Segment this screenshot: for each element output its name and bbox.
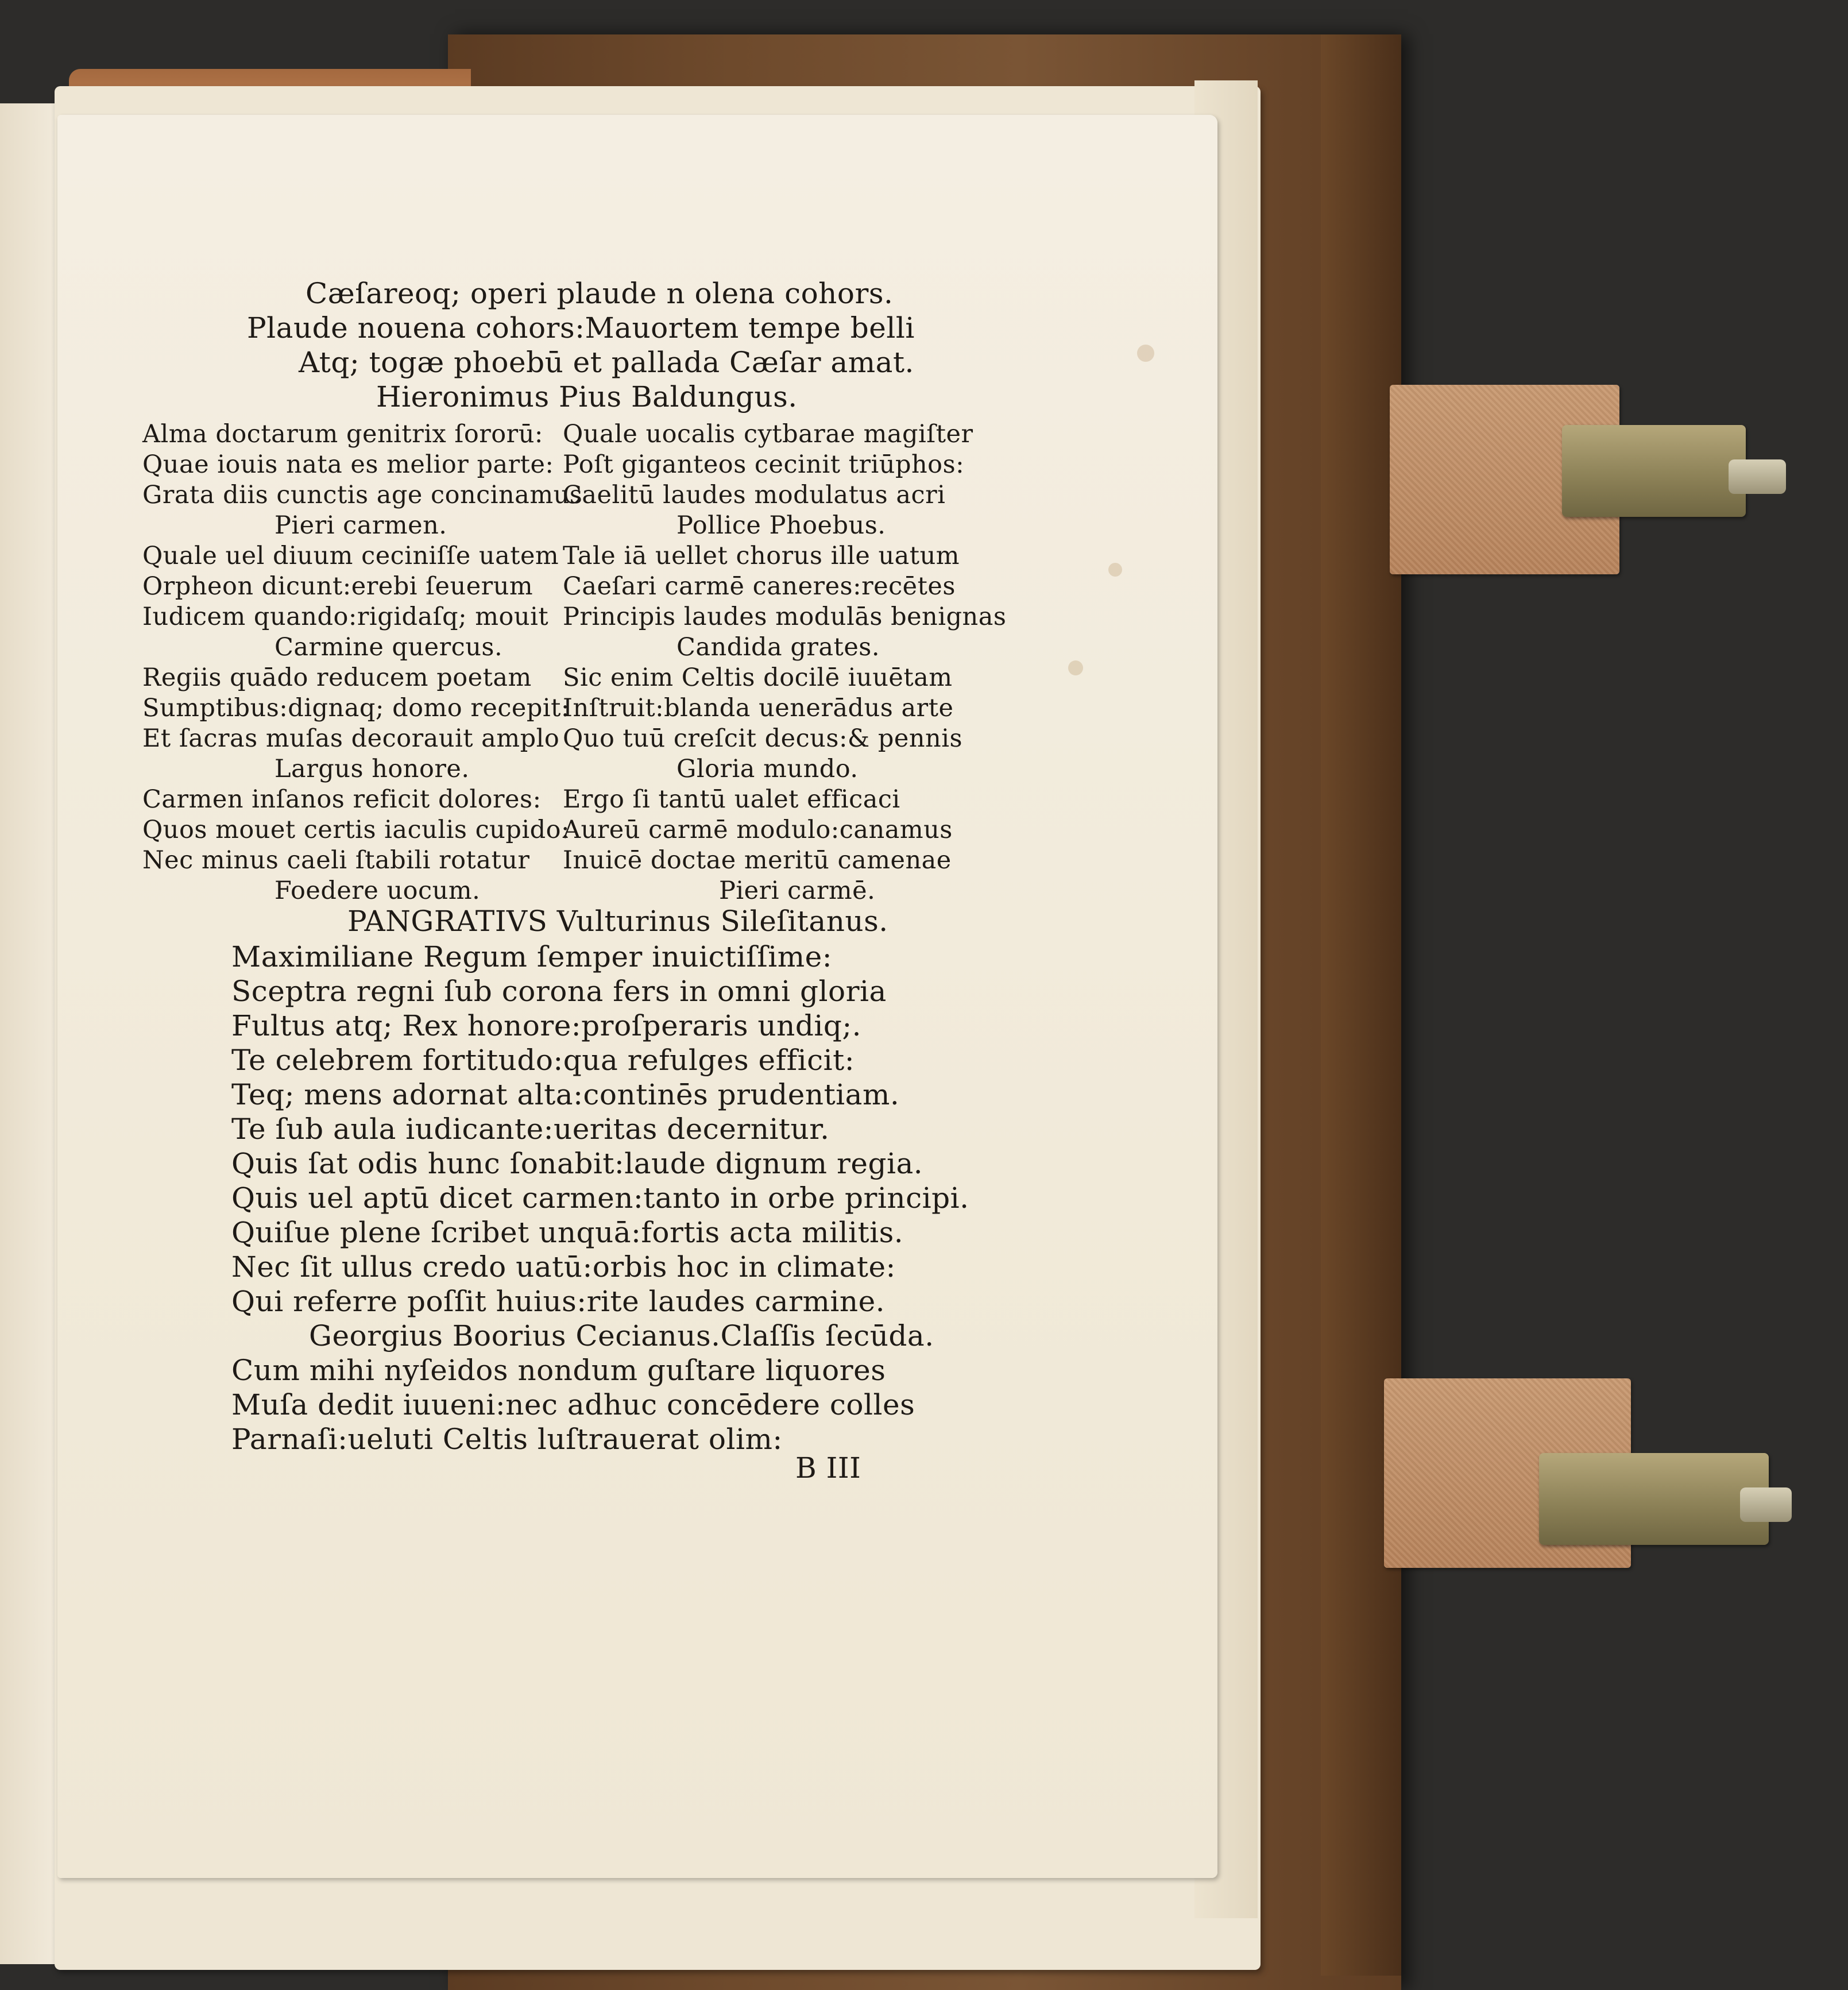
right-column-line: Caelitū laudes modulatus acri bbox=[563, 481, 946, 509]
left-column-line: Foedere uocum. bbox=[275, 876, 481, 905]
section-heading: PANGRATIVS Vulturinus Sileſitanus. bbox=[347, 905, 888, 938]
verse-line: Quis uel aptū dicet carmen:tanto in orbe principi. bbox=[231, 1181, 969, 1215]
left-column-line: Quos mouet certis iaculis cupido: bbox=[142, 816, 570, 844]
verse-line: Muſa dedit iuueni:nec adhuc concēdere colles bbox=[231, 1388, 915, 1421]
left-column-line: Pieri carmen. bbox=[275, 511, 447, 540]
left-column-line: Iudicem quando:rigidaſq; mouit bbox=[142, 602, 549, 631]
verse-line: Cum mihi nyſeidos nondum guſtare liquores bbox=[231, 1354, 886, 1387]
verse-line: Maximiliane Regum ſemper inuictiſſime: bbox=[231, 940, 833, 973]
verse-line: Nec ſit ullus credo uatū:orbis hoc in climate: bbox=[231, 1250, 896, 1284]
foxing-spot bbox=[1068, 660, 1083, 675]
verse-line: Teq; mens adornat alta:continēs prudentiam. bbox=[231, 1078, 900, 1111]
verse-line: Qui referre poſſit huius:rite laudes carmine. bbox=[231, 1285, 886, 1318]
left-column-line: Quale uel diuum ceciniſſe uatem bbox=[142, 542, 559, 570]
verse-line: Parnaſi:ueluti Celtis luſtrauerat olim: bbox=[231, 1423, 783, 1456]
section-heading: Georgius Boorius Cecianus.Claſſis ſecūda. bbox=[309, 1319, 934, 1353]
left-column-line: Carmine quercus. bbox=[275, 633, 503, 662]
left-column-line: Carmen inſanos reficit dolores: bbox=[142, 785, 542, 814]
left-column-line: Regiis quādo reducem poetam bbox=[142, 663, 532, 692]
left-column-line: Quae iouis nata es melior parte: bbox=[142, 450, 554, 479]
verse-line: Quiſue plene ſcribet unquā:fortis acta militis. bbox=[231, 1216, 904, 1249]
header-line: Hieronimus Pius Baldungus. bbox=[376, 380, 798, 414]
clasp-tip-bottom bbox=[1740, 1487, 1792, 1522]
right-column-line: Aureū carmē modulo:canamus bbox=[563, 816, 953, 844]
right-column-line: Poſt giganteos cecinit triūphos: bbox=[563, 450, 965, 479]
clasp-tip-top bbox=[1729, 459, 1786, 494]
right-column-line: Pollice Phoebus. bbox=[676, 511, 886, 540]
clasp-metal-top bbox=[1562, 425, 1746, 517]
header-line: Cæſareoq; operi plaude n olena cohors. bbox=[306, 277, 894, 310]
right-column-line: Caeſari carmē caneres:recētes bbox=[563, 572, 956, 601]
right-column-line: Principis laudes modulās benignas bbox=[563, 602, 1007, 631]
right-column-line: Quale uocalis cytbarae magiſter bbox=[563, 420, 973, 449]
signature-mark: B III bbox=[795, 1451, 861, 1485]
left-column-line: Largus honore. bbox=[275, 755, 470, 783]
left-column-line: Alma doctarum genitrix ſororū: bbox=[142, 420, 543, 449]
foxing-spot bbox=[1137, 345, 1154, 362]
right-column-line: Candida grates. bbox=[676, 633, 880, 662]
left-column-line: Et ſacras muſas decorauit amplo bbox=[142, 724, 560, 753]
verse-line: Fultus atq; Rex honore:proſperaris undiq;. bbox=[231, 1009, 862, 1042]
facing-page-edge bbox=[0, 103, 57, 1964]
right-column-line: Pieri carmē. bbox=[719, 876, 876, 905]
right-column-line: Ergo ſi tantū ualet efficaci bbox=[563, 785, 900, 814]
right-column-line: Quo tuū creſcit decus:& pennis bbox=[563, 724, 963, 753]
left-column-line: Grata diis cunctis age concinamus bbox=[142, 481, 583, 509]
left-column-line: Nec minus caeli ſtabili rotatur bbox=[142, 846, 530, 875]
verse-line: Te ſub aula iudicante:ueritas decernitur. bbox=[231, 1112, 830, 1146]
right-column-line: Inuicē doctae meritū camenae bbox=[563, 846, 952, 875]
verse-line: Te celebrem fortitudo:qua refulges efficit: bbox=[231, 1044, 855, 1077]
right-column-line: Sic enim Celtis docilē iuuētam bbox=[563, 663, 953, 692]
clasp-metal-bottom bbox=[1539, 1453, 1769, 1545]
header-line: Atq; togæ phoebū et pallada Cæſar amat. bbox=[299, 346, 914, 379]
right-column-line: Inſtruit:blanda uenerādus arte bbox=[563, 694, 954, 722]
printed-page bbox=[57, 115, 1217, 1878]
left-column-line: Orpheon dicunt:erebi ſeuerum bbox=[142, 572, 533, 601]
right-column-line: Gloria mundo. bbox=[676, 755, 859, 783]
right-column-line: Tale iā uellet chorus ille uatum bbox=[563, 542, 960, 570]
foxing-spot bbox=[1108, 563, 1122, 577]
verse-line: Sceptra regni ſub corona fers in omni gloria bbox=[231, 975, 887, 1008]
left-column-line: Sumptibus:dignaq; domo recepit: bbox=[142, 694, 570, 722]
header-line: Plaude nouena cohors:Mauortem tempe belli bbox=[247, 311, 915, 345]
board-edge bbox=[1321, 34, 1401, 1976]
verse-line: Quis ſat odis hunc ſonabit:laude dignum regia. bbox=[231, 1147, 923, 1180]
